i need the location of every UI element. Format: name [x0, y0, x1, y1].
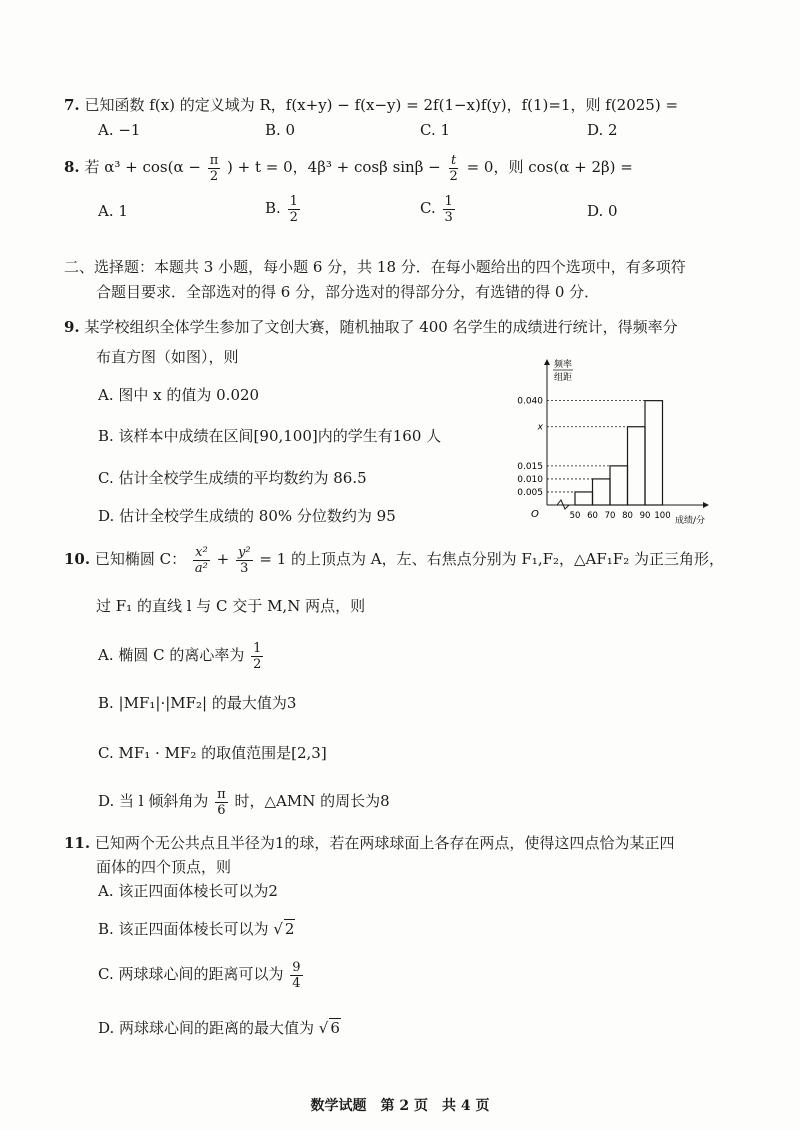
histogram-y-tick-label: 0.040	[517, 396, 543, 407]
histogram-y-ticks	[517, 397, 543, 498]
histogram-bar-50-60	[575, 492, 593, 505]
q8-option-b-label: B.	[265, 199, 281, 217]
q8-option-d: D. 0	[587, 202, 618, 220]
histogram-x-tick-label: 90	[639, 511, 651, 521]
q10-stem-line1	[64, 540, 724, 578]
q9-option-c: C. 估计全校学生成绩的平均数约为 86.5	[98, 469, 367, 487]
q10-y2: y²	[238, 544, 251, 560]
q10-number: 10.	[64, 550, 91, 568]
q10-a2: a²	[194, 560, 208, 576]
q10-option-a-text: A. 椭圆 C 的离心率为	[98, 646, 245, 664]
q10-option-b: B. |MF₁|·|MF₂| 的最大值为3	[98, 694, 297, 712]
histogram-bars	[575, 401, 663, 505]
q11-option-d-text: D. 两球球心间的距离的最大值为 √	[98, 1019, 329, 1037]
q11-option-d-radicand: 6	[330, 1019, 340, 1037]
q11-option-c-text: C. 两球球心间的距离可以为	[98, 965, 284, 983]
q8-option-a: A. 1	[98, 202, 128, 220]
q11-option-b	[98, 918, 295, 940]
page-footer: 数学试题 第 2 页 共 4 页	[310, 1098, 490, 1114]
q11-stem1: 已知两个无公共点且半径为1的球，若在两球球面上各存在两点，使得这四点恰为某正四	[94, 834, 675, 852]
q7-option-b: B. 0	[265, 121, 296, 139]
q10-three: 3	[240, 560, 249, 576]
q8-t-over-2	[448, 153, 460, 184]
histogram-bar-60-70	[593, 479, 611, 505]
histogram-x-tick-label: 50	[569, 511, 581, 521]
q9-stem1: 某学校组织全体学生参加了文创大赛，随机抽取了 400 名学生的成绩进行统计，得频率分	[84, 318, 678, 336]
q8-stem-line	[64, 150, 633, 184]
histogram-y-tick-label: 0.005	[517, 487, 543, 498]
q10-plus: +	[216, 550, 230, 568]
q11-option-c-frac	[290, 960, 302, 991]
histogram-bar-80-90	[628, 427, 646, 505]
histogram-y-tick-label: 0.015	[517, 461, 543, 472]
q10-option-d-text-a: D. 当 l 倾斜角为	[98, 792, 209, 810]
q10-x2-over-a2	[193, 545, 210, 576]
histogram-bar-90-100	[645, 401, 663, 505]
q8-number: 8.	[64, 158, 80, 176]
histogram-bar-70-80	[610, 466, 628, 505]
q11-option-a: A. 该正四面体棱长可以为2	[98, 882, 278, 900]
q8-two-b: 2	[449, 168, 458, 184]
q11-number: 11.	[64, 834, 91, 852]
q7-option-d: D. 2	[587, 121, 618, 139]
section2-line2: 合题目要求．全部选对的得 6 分，部分选对的得部分分，有选错的得 0 分．	[96, 283, 600, 301]
q8-pi-over-2	[208, 153, 221, 184]
q10-stem-b: = 1 的上顶点为 A，左、右焦点分别为 F₁,F₂，△AF₁F₂ 为正三角形，	[259, 550, 724, 568]
q11-stem-line1	[64, 832, 674, 854]
histogram-x-ticks	[570, 511, 671, 521]
q10-option-a-den: 2	[253, 656, 262, 672]
q10-option-d-den: 6	[217, 802, 226, 818]
q8-stem-part-c: = 0，则 cos(α + 2β) =	[466, 158, 633, 176]
q10-option-d-frac	[215, 787, 228, 818]
q11-option-d	[98, 1017, 341, 1039]
q7-stem-line	[64, 94, 678, 116]
q8-option-b-den: 2	[289, 209, 298, 225]
histogram-guides	[547, 401, 645, 492]
q10-option-c: C. MF₁ · MF₂ 的取值范围是[2,3]	[98, 744, 327, 762]
q8-option-c-num: 1	[444, 193, 453, 209]
q8-option-b-frac	[288, 194, 300, 225]
q11-option-c-den: 4	[292, 975, 301, 991]
q10-stem-a: 已知椭圆 C：	[94, 550, 187, 568]
histogram-x-tick-label: 80	[622, 511, 633, 521]
histogram-y-tick-label: 0.010	[517, 474, 543, 485]
histogram-x-tick-label: 100	[654, 511, 671, 521]
q10-option-d	[98, 782, 390, 820]
histogram-y-tick-label: x	[537, 422, 543, 433]
q10-option-a	[98, 636, 265, 674]
q10-y2-over-3	[236, 545, 253, 576]
q8-option-b-num: 1	[289, 193, 298, 209]
q11-option-c-num: 9	[292, 959, 301, 975]
q8-stem-part-a: 若 α³ + cos(α −	[84, 158, 201, 176]
q8-option-c-frac	[443, 194, 455, 225]
q11-option-b-radicand: 2	[284, 920, 295, 938]
q11-option-c	[98, 955, 305, 993]
q10-stem2: 过 F₁ 的直线 l 与 C 交于 M,N 两点，则	[96, 597, 366, 615]
frequency-histogram	[505, 355, 720, 530]
histogram-origin: O	[531, 509, 539, 520]
q9-stem-line1	[64, 316, 678, 338]
q8-option-c	[420, 190, 457, 226]
q10-option-d-text-b: 时，△AMN 的周长为8	[234, 792, 390, 810]
q10-x2: x²	[195, 544, 208, 560]
q8-pi: π	[209, 152, 219, 168]
q9-option-a: A. 图中 x 的值为 0.020	[98, 386, 260, 404]
histogram-xlabel: 成绩/分	[675, 516, 706, 526]
q11-stem2: 面体的四个顶点，则	[96, 858, 232, 876]
histogram-x-tick-label: 60	[587, 511, 598, 521]
q8-t: t	[451, 152, 457, 168]
q9-stem2: 布直方图（如图），则	[96, 348, 239, 366]
q7-option-c: C. 1	[420, 121, 451, 139]
q9-option-d: D. 估计全校学生成绩的 80% 分位数约为 95	[98, 507, 396, 525]
q10-option-a-frac	[251, 641, 263, 672]
q11-option-b-text: B. 该正四面体棱长可以为 √	[98, 920, 283, 938]
q10-option-a-num: 1	[253, 640, 262, 656]
histogram-ylabel-bottom: 组距	[553, 373, 573, 383]
q10-option-d-num: π	[217, 786, 226, 802]
section2-line1: 二、选择题：本题共 3 小题，每小题 6 分，共 18 分．在每小题给出的四个选项中，有多项符	[64, 258, 686, 276]
q8-two: 2	[209, 168, 219, 184]
q9-number: 9.	[64, 318, 80, 336]
histogram-y-arrow	[544, 359, 550, 365]
histogram-x-arrow	[703, 502, 709, 508]
histogram-ylabel-top: 频率	[553, 360, 573, 370]
q7-option-a: A. −1	[98, 121, 141, 139]
q7-number: 7.	[64, 96, 80, 114]
q7-stem: 已知函数 f(x) 的定义域为 R，f(x+y) − f(x−y) = 2f(1−x)f(y)，f(1)=1，则 f(2025) =	[84, 96, 679, 114]
histogram-x-tick-label: 70	[604, 511, 616, 521]
q8-stem-part-b: ) + t = 0，4β³ + cosβ sinβ −	[227, 158, 441, 176]
q8-option-c-den: 3	[444, 209, 453, 225]
q8-option-b	[265, 190, 302, 226]
q8-option-c-label: C.	[420, 199, 436, 217]
q9-option-b: B. 该样本中成绩在区间[90,100]内的学生有160 人	[98, 427, 442, 445]
